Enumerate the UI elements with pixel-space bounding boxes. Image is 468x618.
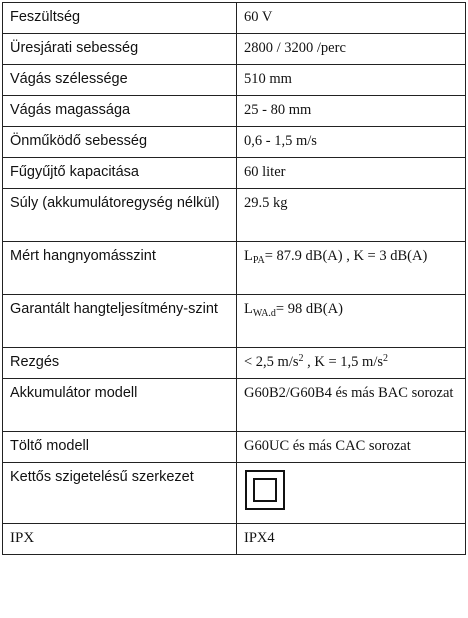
spec-label: Akkumulátor modell xyxy=(3,379,237,432)
table-row xyxy=(3,127,466,158)
value-superscript: 2 xyxy=(383,353,388,364)
spec-label: Rezgés xyxy=(3,348,237,379)
value-text: = 98 dB(A) xyxy=(275,301,343,317)
value-text: < 2,5 m/s xyxy=(244,354,299,370)
spec-label: Vágás szélessége xyxy=(3,65,237,96)
spec-label: Fűgyűjtő kapacitása xyxy=(3,158,237,189)
table-row xyxy=(3,96,466,127)
value-symbol: L xyxy=(244,248,253,264)
spec-value: 60 liter xyxy=(237,158,466,189)
spec-label: Feszültség xyxy=(3,3,237,34)
spec-label: Kettős szigetelésű szerkezet xyxy=(3,463,237,524)
double-insulation-icon xyxy=(245,470,285,510)
value-superscript: 2 xyxy=(298,353,304,364)
table-row xyxy=(3,524,466,555)
value-subscript: PA xyxy=(252,255,265,266)
spec-value: 510 mm xyxy=(237,65,466,96)
table-row xyxy=(3,65,466,96)
spec-value: 25 - 80 mm xyxy=(237,96,466,127)
value-text: = 87.9 dB(A) , K = 3 dB(A) xyxy=(264,248,428,264)
value-symbol: L xyxy=(244,301,253,317)
table-row xyxy=(3,295,466,348)
spec-label: Önműködő sebesség xyxy=(3,127,237,158)
spec-table xyxy=(2,2,466,555)
value-text: , K = 1,5 m/s xyxy=(303,354,383,370)
spec-value: G60UC és más CAC sorozat xyxy=(237,432,466,463)
spec-value xyxy=(237,295,466,348)
spec-value: 60 V xyxy=(237,3,466,34)
table-row xyxy=(3,242,466,295)
spec-label: Vágás magassága xyxy=(3,96,237,127)
spec-label: Garantált hangteljesítmény-szint xyxy=(3,295,237,348)
table-row xyxy=(3,348,466,379)
spec-value: 2800 / 3200 /perc xyxy=(237,34,466,65)
spec-value: IPX4 xyxy=(237,524,466,555)
spec-value xyxy=(237,242,466,295)
spec-label: Üresjárati sebesség xyxy=(3,34,237,65)
spec-label: Súly (akkumulátoregység nélkül) xyxy=(3,189,237,242)
spec-label: Mért hangnyomásszint xyxy=(3,242,237,295)
table-row xyxy=(3,3,466,34)
spec-value: 0,6 - 1,5 m/s xyxy=(237,127,466,158)
table-row xyxy=(3,189,466,242)
table-row xyxy=(3,379,466,432)
spec-label: IPX xyxy=(3,524,237,555)
value-subscript: WA.d xyxy=(252,308,276,319)
spec-value: 29.5 kg xyxy=(237,189,466,242)
spec-value: G60B2/G60B4 és más BAC sorozat xyxy=(237,379,466,432)
spec-label: Töltő modell xyxy=(3,432,237,463)
spec-value xyxy=(237,348,466,379)
table-row xyxy=(3,158,466,189)
spec-value xyxy=(237,463,466,524)
table-row xyxy=(3,463,466,524)
table-row xyxy=(3,34,466,65)
table-row xyxy=(3,432,466,463)
